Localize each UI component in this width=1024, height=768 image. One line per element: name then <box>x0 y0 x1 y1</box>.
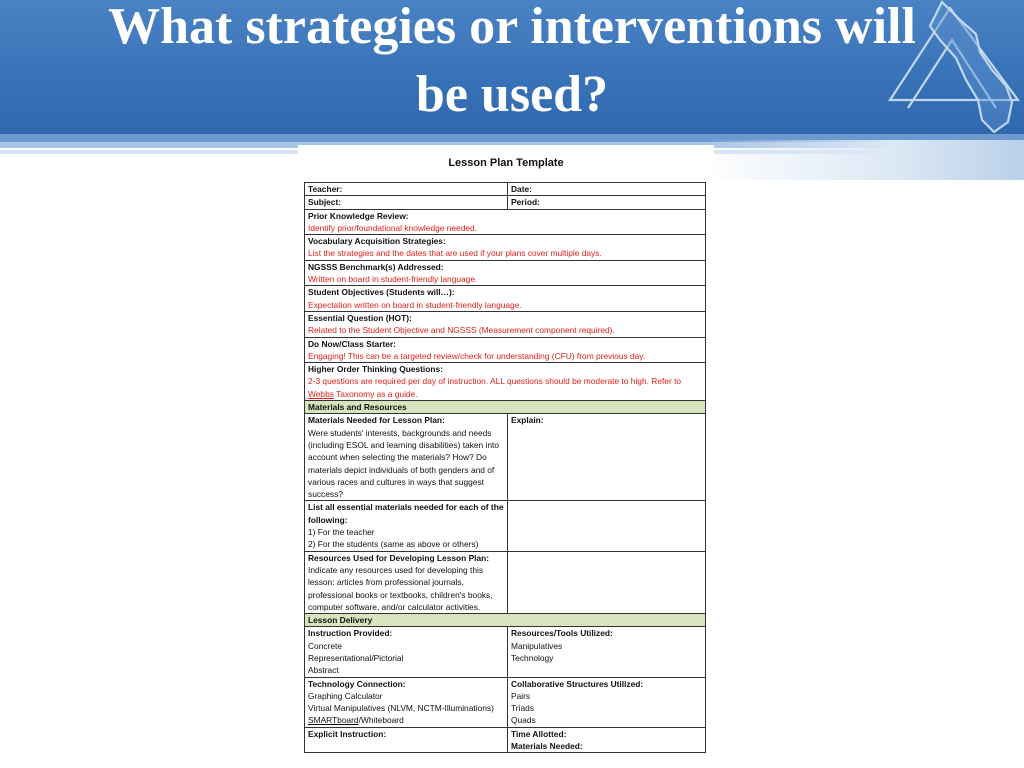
field-label: List all essential materials needed for each of the <box>308 502 504 513</box>
instruction-provided-field[interactable] <box>305 627 508 677</box>
collaborative-structures-field[interactable] <box>508 677 706 727</box>
ngsss-field[interactable] <box>305 260 706 286</box>
materials-section-header: Materials and Resources <box>305 401 706 414</box>
table-row <box>305 337 706 363</box>
vocabulary-field[interactable] <box>305 235 706 261</box>
slide-title-line1: What strategies or interventions will <box>108 0 916 55</box>
table-row <box>305 260 706 286</box>
field-line: Concrete <box>308 640 342 651</box>
field-label: Collaborative Structures Utilized: <box>511 678 644 689</box>
hint-continuation: Taxonomy as a guide. <box>333 388 418 399</box>
field-line: Technology <box>511 652 554 663</box>
field-hint: Written on board in student-friendly language. <box>308 274 478 285</box>
essential-question-field[interactable] <box>305 311 706 337</box>
field-label: Materials Needed for Lesson Plan: <box>308 415 445 426</box>
field-hint: Related to the Student Objective and NGSSS (Measurement component required). <box>308 325 615 336</box>
field-label: Higher Order Thinking Questions: <box>308 364 443 375</box>
objectives-field[interactable] <box>305 286 706 312</box>
do-now-field[interactable] <box>305 337 706 363</box>
field-label: Time Allotted: <box>511 728 567 739</box>
table-row <box>305 286 706 312</box>
slide-title <box>0 0 1024 126</box>
field-line: Graphing Calculator <box>308 690 383 701</box>
field-label: following: <box>308 514 348 525</box>
table-row <box>305 501 706 551</box>
field-line: Were students' interests, backgrounds and needs <box>308 427 492 438</box>
field-label: NGSSS Benchmark(s) Addressed: <box>308 261 444 272</box>
explicit-instruction-field[interactable]: Explicit Instruction: <box>305 727 508 753</box>
resources-used-field[interactable] <box>305 551 508 613</box>
table-row <box>305 235 706 261</box>
time-materials-field[interactable] <box>508 727 706 753</box>
field-line: Manipulatives <box>511 640 563 651</box>
document-title: Lesson Plan Template <box>448 157 564 169</box>
essential-materials-field[interactable] <box>305 501 508 551</box>
field-line: Pairs <box>511 690 531 701</box>
field-label: Resources/Tools Utilized: <box>511 628 613 639</box>
essential-materials-response[interactable] <box>508 501 706 551</box>
subject-field[interactable]: Subject: <box>305 196 508 209</box>
field-label: Instruction Provided: <box>308 628 393 639</box>
field-line: 1) For the teacher <box>308 527 375 538</box>
field-line: account when selecting the materials? How? Do <box>308 452 487 463</box>
table-row <box>305 196 706 209</box>
lesson-plan-document <box>298 145 714 757</box>
field-line: Representational/Pictorial <box>308 652 404 663</box>
technology-connection-field[interactable] <box>305 677 508 727</box>
field-hint: 2-3 questions are required per day of instruction. ALL questions should be moderate to high. Refer to <box>308 376 682 387</box>
slide-title-line2: be used? <box>415 66 609 123</box>
underlined-word: SMARTboard <box>308 715 359 726</box>
teacher-field[interactable]: Teacher: <box>305 183 508 196</box>
table-row <box>305 363 706 401</box>
table-row <box>305 414 706 501</box>
table-row <box>305 209 706 235</box>
field-label: Essential Question (HOT): <box>308 312 412 323</box>
date-field[interactable]: Date: <box>508 183 706 196</box>
field-label: Prior Knowledge Review: <box>308 210 409 221</box>
field-line: Abstract <box>308 665 339 676</box>
materials-needed-field[interactable] <box>305 414 508 501</box>
table-row <box>305 183 706 196</box>
field-label: Vocabulary Acquisition Strategies: <box>308 236 446 247</box>
field-line: lesson: articles from professional journals, <box>308 577 464 588</box>
field-line-continuation: /Whiteboard <box>358 715 404 726</box>
table-row <box>305 627 706 677</box>
field-line: 2) For the students (same as above or others) <box>308 539 479 550</box>
field-label: Resources Used for Developing Lesson Plan: <box>308 552 490 563</box>
field-line: Quads <box>511 715 536 726</box>
table-row <box>305 311 706 337</box>
title-banner <box>0 0 1024 140</box>
field-line: Virtual Manipulatives (NLVM, NCTM-Illuminations) <box>308 703 494 714</box>
field-line: success? <box>308 489 343 500</box>
field-line <box>308 714 504 726</box>
hot-questions-field[interactable] <box>305 363 706 401</box>
field-hint <box>308 388 702 400</box>
resources-tools-field[interactable] <box>508 627 706 677</box>
field-line: Triads <box>511 703 534 714</box>
field-hint: List the strategies and the dates that are used if your plans cover multiple days. <box>308 248 602 259</box>
section-header-row <box>305 401 706 414</box>
banner-swoosh <box>700 140 1024 180</box>
table-row <box>305 727 706 753</box>
table-row <box>305 551 706 613</box>
field-label: Do Now/Class Starter: <box>308 338 396 349</box>
field-label: Materials Needed: <box>511 741 583 752</box>
underlined-word: Webbs <box>308 388 334 399</box>
field-line: various races and cultures in ways that suggest <box>308 476 484 487</box>
field-hint: Expectation written on board in student-friendly language. <box>308 299 522 310</box>
table-row <box>305 677 706 727</box>
section-header-row <box>305 614 706 627</box>
field-label: Student Objectives (Students will…): <box>308 287 455 298</box>
field-hint: Identify prior/foundational knowledge needed. <box>308 222 478 233</box>
resources-used-response[interactable] <box>508 551 706 613</box>
field-line: materials depict individuals of both genders and of <box>308 464 495 475</box>
field-line: Indicate any resources used for developing this <box>308 564 484 575</box>
lesson-plan-table <box>304 182 706 753</box>
field-line: computer software, and/or calculator activities. <box>308 601 481 612</box>
explain-field[interactable]: Explain: <box>508 414 706 501</box>
prior-knowledge-field[interactable] <box>305 209 706 235</box>
period-field[interactable]: Period: <box>508 196 706 209</box>
field-label: Technology Connection: <box>308 678 406 689</box>
field-line: professional books or textbooks, children's books, <box>308 589 493 600</box>
delivery-section-header: Lesson Delivery <box>305 614 706 627</box>
field-line: (including ESOL and learning disabilities) taken into <box>308 439 500 450</box>
field-hint: Engaging! This can be a targeted review/check for understanding (CFU) from previous day. <box>308 350 646 361</box>
